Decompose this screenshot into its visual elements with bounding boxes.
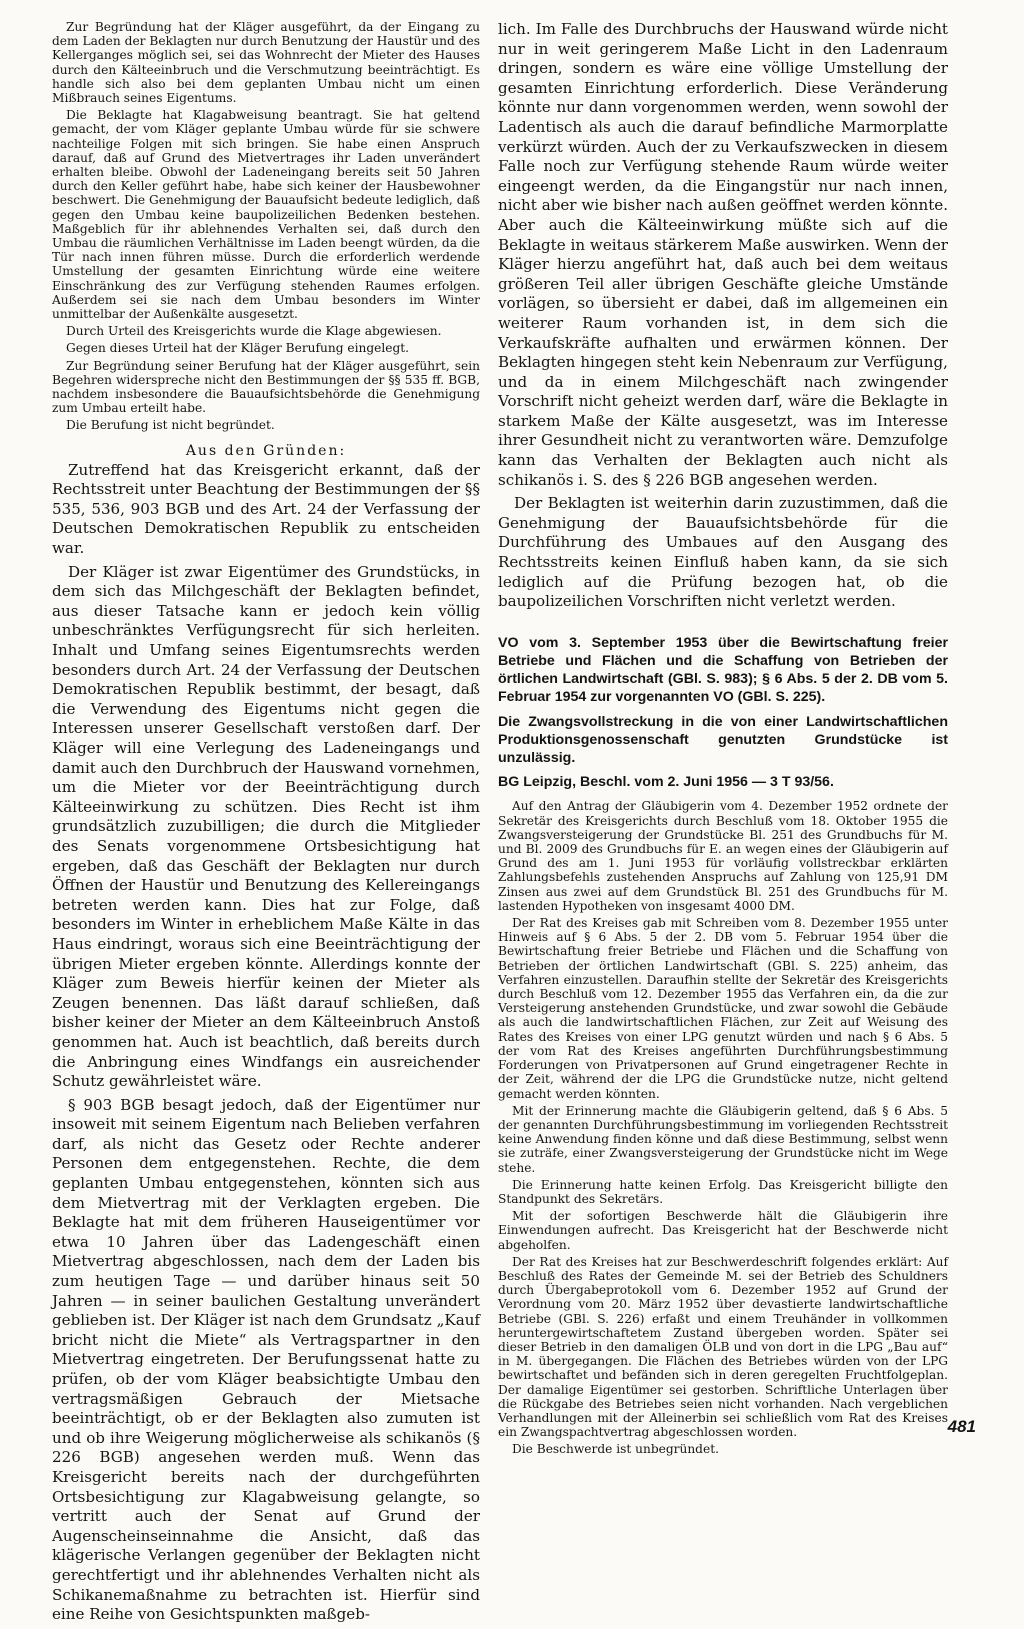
facts-section [52,20,480,433]
paragraph: Gegen dieses Urteil hat der Kläger Berufung eingelegt. [66,341,410,356]
paragraph: Mit der Erinnerung machte die Gläubigerin geltend, daß § 6 Abs. 5 der genannten Durchführungsbestimmung im vorliegenden Rechtsstreit keine Anwendung finden könne und daß diese Bestimmung, selbst wenn sie zuträfe, einer Zwangsversteigerung der Grundstücke nicht im Wege stehe. [498,1103,948,1175]
court-citation: BG Leipzig, Beschl. vom 2. Juni 1956 — 3 T 93/56. [498,774,834,791]
reasons-continuation [498,20,948,612]
paragraph: Der Rat des Kreises hat zur Beschwerdeschrift folgendes erklärt: Auf Beschluß des Rates der Gemeinde M. sei der Betrieb des Schuldners durch Übergabeprotokoll vom 6. Dezember 1952 auf Grund der Verordnung vom 20. März 1952 über devastierte landwirtschaftliche Betriebe (GBl. S. 226) erfaßt und einem Treuhänder in vollkommen heruntergewirtschaftetem Zustand übergeben worden. Später sei dieser Betrieb in den damaligen ÖLB und von dort in die LPG „Bau auf“ in M. übergegangen. Die Flächen des Betriebes würden von der LPG bewirtschaftet und befänden sich in deren geregelten Fruchtfolgeplan. Der damalige Eigentümer sei gestorben. Schriftliche Unterlagen über die Rückgabe des Betriebes seien nicht vorhanden. Nach vergeblichen Verhandlungen mit der Alleinerbin sei schließlich vom Rat des Kreises ein Zwangspachtvertrag abgeschlossen worden. [498,1254,948,1440]
paragraph: Die Berufung ist nicht begründet. [66,418,275,433]
paragraph: Durch Urteil des Kreisgerichts wurde die Klage abgewiesen. [66,324,442,339]
regulation-title: VO vom 3. September 1953 über die Bewirtschaftung freier Betriebe und Flächen und die Schaffung von Betrieben der örtlichen Landwirtschaft (GBl. S. 983); § 6 Abs. 5 der 2. DB vom 5. Februar 1954 zur vorgenannten VO (GBl. S. 225). [498,634,948,706]
right-column [498,20,948,1460]
reasons-section [52,461,480,1625]
paragraph: Der Kläger ist zwar Eigentümer des Grundstücks, in dem sich das Milchgeschäft der Beklagten befindet, aus dieser Tatsache kann er jedoch kein völlig unbeschränktes Verfügungsrecht für sich herleiten. Inhalt und Umfang seines Eigentumsrechts werden besonders durch Art. 24 der Verfassung der Deutschen Demokratischen Republik bestimmt, der besagt, daß die Verwendung des Eigentums nicht gegen die Interessen unserer Gesellschaft verstoßen darf. Der Kläger will eine Verlegung des Ladeneingangs und damit auch den Durchbruch der Hauswand vornehmen, um die Mieter vor der Beeinträchtigung durch Kälteeinwirkung zu schützen. Dies Recht ist ihm grundsätzlich zuzubilligen; die durch die Mitglieder des Senats vorgenommene Ortsbesichtigung hat ergeben, daß das Geschäft der Beklagten nur durch Öffnen der Haustür und Benutzung des Kellereingangs betreten werden kann. Dies hat zur Folge, daß besonders im Winter in erheblichem Maße Kälte in das Haus eindringt, woraus sich eine Beeinträchtigung der übrigen Mieter ergeben könnte. Allerdings konnte der Kläger zum Beweis hierfür keinen der Mieter als Zeugen benennen. Das läßt darauf schließen, daß bisher keiner der Mieter an dem Kälteeinbruch Anstoß genommen hat. Auch ist beachtlich, daß bereits durch die Anbringung eines Windfangs ein ausreichender Schutz gewährleistet wäre. [52,562,480,1091]
paragraph: § 903 BGB besagt jedoch, daß der Eigentümer nur insoweit mit seinem Eigentum nach Belieben verfahren darf, als nicht das Gesetz oder Rechte anderer Personen dem entgegenstehen. Rechte, die dem geplanten Umbau entgegenstehen, könnten sich aus dem Mietvertrag mit der Verklagten ergeben. Die Beklagte hat mit dem früheren Hauseigentümer vor etwa 10 Jahren über das Ladengeschäft einen Mietvertrag abgeschlossen, nach dem der Laden bis zum heutigen Tage — und darüber hinaus seit 50 Jahren — in seiner baulichen Gestaltung unverändert geblieben ist. Der Kläger ist nach dem Grundsatz „Kauf bricht nicht die Miete“ als Vertragspartner in den Mietvertrag eingetreten. Der Berufungssenat hatte zu prüfen, ob der vom Kläger beabsichtigte Umbau den vertragsmäßigen Gebrauch der Mietsache beeinträchtigt, ob er der Beklagten also zumuten ist und ob ihre Weigerung möglicherweise als schikanös (§ 226 BGB) angesehen werden muß. Wenn das Kreisgericht bereits nach der durchgeführten Ortsbesichtigung zur Klagabweisung gelangte, so vertritt auch der Senat auf Grund der Augenscheinseinnahme die Ansicht, daß das klägerische Verlangen gegenüber der Beklagten nicht gerechtfertigt und ihr ablehnendes Verhalten nicht als Schikanemaßnahme zu betrachten ist. Hierfür sind eine Reihe von Gesichtspunkten maßgeb- [52,1095,480,1624]
left-column [52,20,480,1629]
paragraph: Auf den Antrag der Gläubigerin vom 4. Dezember 1952 ordnete der Sekretär des Kreisgerichts durch Beschluß vom 18. Oktober 1955 die Zwangsversteigerung der Grundstücke Bl. 251 des Grundbuchs für M. und Bl. 2009 des Grundbuchs für E. an wegen eines der Gläubigerin auf Grund des am 1. Juni 1953 für vorläufig vollstreckbar erklärten Zahlungsbefehls zustehenden Anspruchs auf Zahlung von 125,91 DM Zinsen aus zwei auf dem Grundstück Bl. 251 des Grundbuchs für M. lastenden Hypotheken von insgesamt 4000 DM. [498,799,948,913]
paragraph: Zur Begründung seiner Berufung hat der Kläger ausgeführt, sein Begehren widerspreche nicht den Bestimmungen der §§ 535 ff. BGB, nachdem insbesondere die Bauaufsichtsbehörde die Genehmigung zum Umbau erteilt habe. [52,358,480,416]
paragraph: Mit der sofortigen Beschwerde hält die Gläubigerin ihre Einwendungen aufrecht. Das Kreisgericht hat der Beschwerde nicht abgeholfen. [498,1209,948,1252]
paragraph: lich. Im Falle des Durchbruchs der Hauswand würde nicht nur in weit geringerem Maße Licht in den Ladenraum dringen, sondern es wäre eine völlige Umstellung der gesamten Einrichtung erforderlich. Diese Veränderung könnte nur dann vorgenommen werden, wenn sowohl der Ladentisch als auch die darauf befindliche Marmorplatte verkürzt würden. Auch der zu Verkaufszwecken in diesem Falle noch zur Verfügung stehende Raum würde weiter eingeengt werden, da die Eingangstür nur nach innen, nicht aber wie bisher nach außen geöffnet werden könnte. Aber auch die Kälteeinwirkung müßte sich auf die Beklagte in weitaus stärkerem Maße auswirken. Wenn der Kläger hierzu angeführt hat, daß auch bei dem weitaus größeren Teil aller übrigen Geschäfte gleiche Umstände vorlägen, so übersieht er dabei, daß im allgemeinen ein weiterer Raum vorhanden ist, in dem sich die Verkaufskräfte aufhalten und erwärmen können. Der Beklagten hingegen steht kein Nebenraum zur Verfügung, und da in einem Milchgeschäft nach zwingender Vorschrift nicht geheizt werden darf, wäre die Beklagte in starkem Maße der Kälte ausgesetzt, was im Interesse ihrer Gesundheit nicht zu verantworten wäre. Demzufolge kann das Verhalten der Beklagten auch nicht als schikanös i. S. des § 226 BGB angesehen werden. [498,20,948,489]
paragraph: Die Erinnerung hatte keinen Erfolg. Das Kreisgericht billigte den Standpunkt des Sekretärs. [498,1177,948,1206]
paragraph: Die Beklagte hat Klagabweisung beantragt. Sie hat geltend gemacht, der vom Kläger geplante Umbau würde für sie schwere nachteilige Folgen mit sich bringen. Sie habe einen Anspruch darauf, daß auf Grund des Mietvertrages ihr Laden unverändert erhalten bleibe. Obwohl der Ladeneingang bereits seit 50 Jahren durch den Keller geführt habe, habe sich keiner der Hausbewohner beschwert. Die Genehmigung der Bauaufsicht bedeute lediglich, daß gegen den Umbau keine baupolizeilichen Bedenken bestehen. Maßgeblich für ihr ablehnendes Verhalten sei, daß durch den Umbau die räumlichen Verhältnisse im Laden beengt würden, da die Tür nach innen führen müsse. Durch die erforderlich werdende Umstellung der gesamten Einrichtung würde eine weitere Einschränkung des zur Verfügung stehenden Raumes erfolgen. Außerdem sei sie nach dem Umbau besonders im Winter unmittelbar der Außenkälte ausgesetzt. [52,108,480,322]
case-header [498,634,948,792]
section-heading: Aus den Gründen: [185,442,347,459]
paragraph: Zur Begründung hat der Kläger ausgeführt, da der Eingang zu dem Laden der Beklagten nur durch Benutzung der Haustür und des Kellerganges möglich sei, sei das Wohnrecht der Mieter des Hauses durch den Kälteeinbruch und die Verschmutzung beeinträchtigt. Es handle sich also bei dem geplanten Umbau nicht um einen Mißbrauch seines Eigentums. [52,20,480,106]
paragraph: Der Rat des Kreises gab mit Schreiben vom 8. Dezember 1955 unter Hinweis auf § 6 Abs. 5 der 2. DB vom 5. Februar 1954 über die Bewirtschaftung freier Betriebe und Flächen und die Schaffung von Betrieben der örtlichen Landwirtschaft (GBl. S. 225) anheim, das Verfahren einzustellen. Daraufhin stellte der Sekretär des Kreisgerichts durch Beschluß vom 12. Dezember 1955 das Verfahren ein, da die zur Versteigerung anstehenden Grundstücke, und zwar sowohl die Gebäude als auch die landwirtschaftlichen Flächen, zur Zeit auf Weisung des Rates des Kreises von einer LPG genutzt würden und nach § 6 Abs. 5 der vom Rat des Kreises angeführten Durchführungsbestimmung Forderungen von Privatpersonen auf Grund eingetragener Rechte in der Zeit, während der die LPG die Grundstücke nutze, nicht geltend gemacht werden könnten. [498,916,948,1101]
case-facts [498,799,948,1456]
page-number: 481 [947,1417,976,1436]
paragraph: Die Beschwerde ist unbegründet. [512,1442,719,1457]
paragraph: Der Beklagten ist weiterhin darin zuzustimmen, daß die Genehmigung der Bauaufsichtsbehörde für die Durchführung des Umbaues auf den Ausgang des Rechtsstreits keinen Einfluß haben kann, da sie sich lediglich auf die Prüfung bezogen hat, ob die baupolizeilichen Vorschriften nicht verletzt werden. [498,494,948,611]
headnote: Die Zwangsvollstreckung in die von einer Landwirtschaftlichen Produktionsgenossenschaft genutzten Grundstücke ist unzulässig. [498,713,948,767]
paragraph: Zutreffend hat das Kreisgericht erkannt, daß der Rechtsstreit unter Beachtung der Bestimmungen der §§ 535, 536, 903 BGB und des Art. 24 der Verfassung der Deutschen Demokratischen Republik zu entscheiden war. [52,460,480,558]
